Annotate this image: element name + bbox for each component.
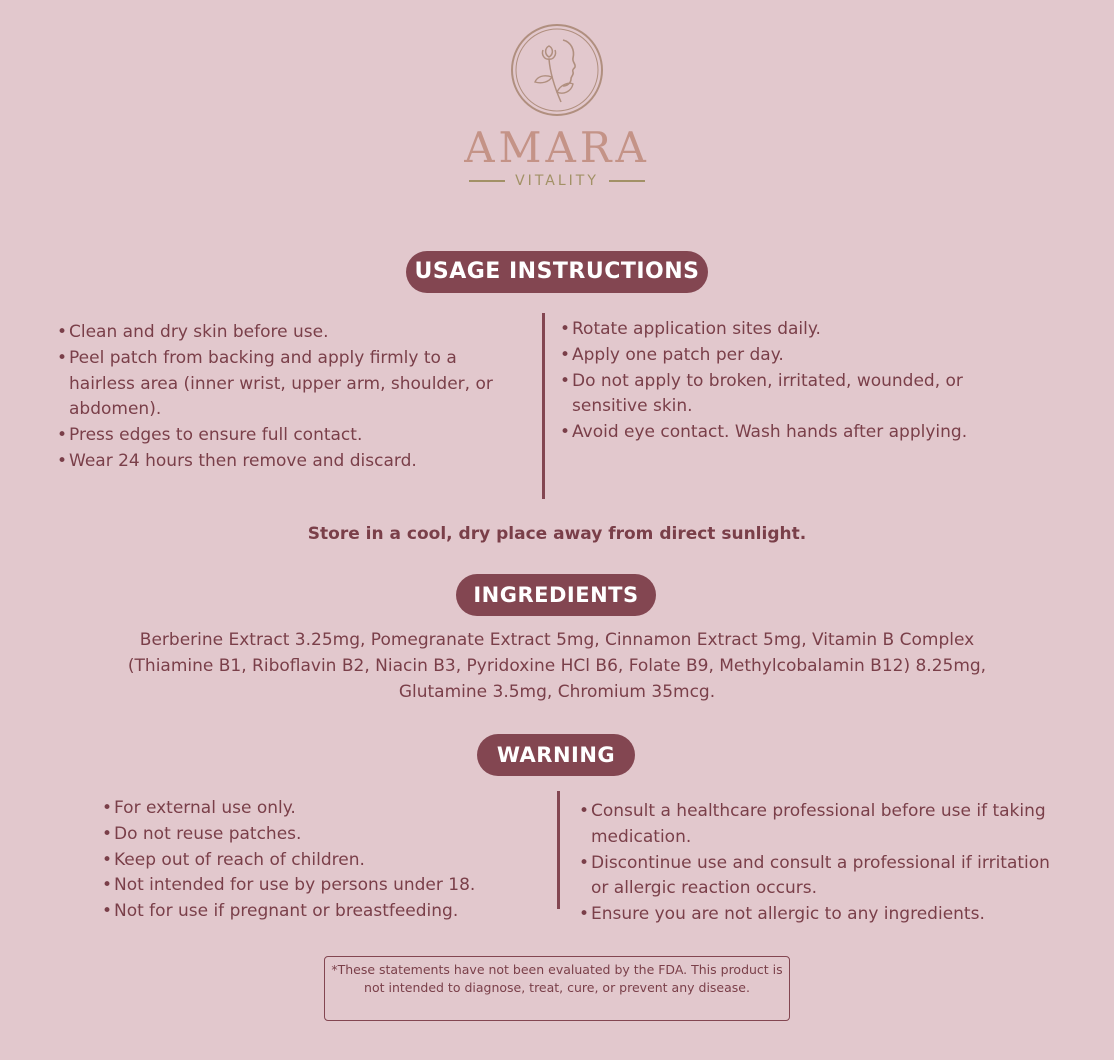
column-divider — [557, 791, 560, 909]
list-item: • Ensure you are not allergic to any ingredients. — [577, 902, 1057, 928]
usage-list-right — [558, 317, 1028, 446]
list-item: • Wear 24 hours then remove and discard. — [55, 449, 520, 475]
usage-heading: USAGE INSTRUCTIONS — [406, 251, 708, 293]
list-item: • Do not reuse patches. — [100, 822, 540, 848]
list-item: • Not intended for use by persons under 18. — [100, 873, 540, 899]
list-item: • For external use only. — [100, 796, 540, 822]
flower-face-emblem-icon — [509, 22, 605, 118]
brand-name: AMARA — [464, 123, 650, 172]
divider — [469, 180, 505, 182]
brand-subtitle-row — [0, 172, 1114, 190]
ingredients-text: Berberine Extract 3.25mg, Pomegranate Extract 5mg, Cinnamon Extract 5mg, Vitamin B Complex (Thiamine B1, Riboflavin B2, Niacin B3, Pyridoxine HCl B6, Folate B9, Methylcobalamin B12) 8.25mg, Glutamine 3.5mg, Chromium 35mcg. — [127, 630, 987, 702]
ingredients-heading: INGREDIENTS — [456, 574, 656, 616]
warning-heading: WARNING — [477, 734, 635, 776]
fda-disclaimer: *These statements have not been evaluated by the FDA. This product is not intended to diagnose, treat, cure, or prevent any disease. — [324, 956, 790, 1021]
brand-header — [0, 22, 1114, 190]
warning-list-right — [577, 799, 1057, 928]
list-item: • Apply one patch per day. — [558, 343, 1028, 369]
list-item: • Peel patch from backing and apply firmly to a hairless area (inner wrist, upper arm, shoulder, or abdomen). — [55, 346, 520, 423]
list-item: • Keep out of reach of children. — [100, 848, 540, 874]
storage-note: Store in a cool, dry place away from direct sunlight. — [307, 524, 807, 544]
brand-subtitle: VITALITY — [515, 173, 599, 189]
warning-list-left — [100, 796, 540, 925]
list-item: • Discontinue use and consult a professional if irritation or allergic reaction occurs. — [577, 851, 1057, 903]
list-item: • Consult a healthcare professional before use if taking medication. — [577, 799, 1057, 851]
list-item: • Avoid eye contact. Wash hands after applying. — [558, 420, 1028, 446]
list-item: • Press edges to ensure full contact. — [55, 423, 520, 449]
list-item: • Not for use if pregnant or breastfeeding. — [100, 899, 540, 925]
divider — [609, 180, 645, 182]
column-divider — [542, 313, 545, 499]
usage-list-left — [55, 320, 520, 475]
list-item: • Do not apply to broken, irritated, wounded, or sensitive skin. — [558, 369, 1028, 421]
list-item: • Clean and dry skin before use. — [55, 320, 520, 346]
list-item: • Rotate application sites daily. — [558, 317, 1028, 343]
